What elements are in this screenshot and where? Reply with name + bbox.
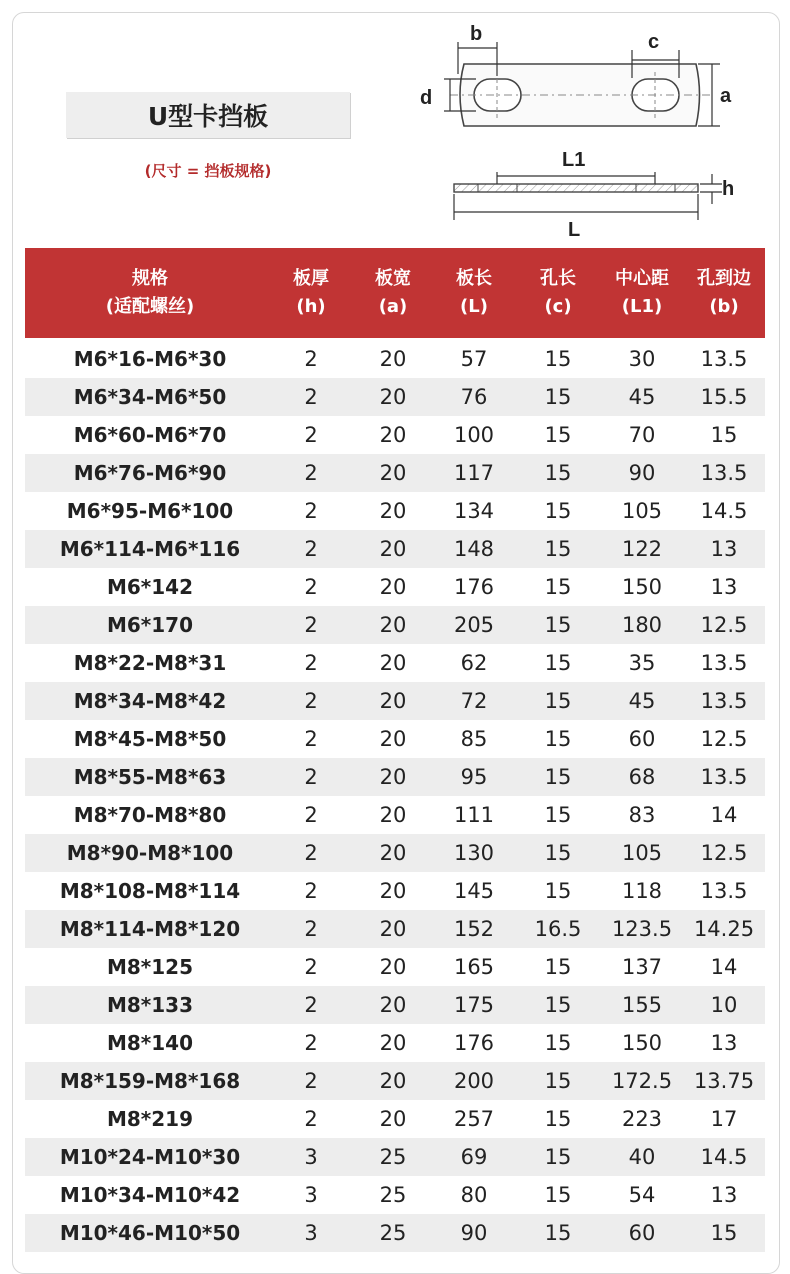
cell-thickness: 2 [304, 727, 318, 751]
cell-center-distance: 150 [621, 575, 663, 599]
cell-width: 20 [379, 879, 407, 903]
cell-spec: M6*142 [106, 575, 194, 599]
cell-slot-length: 15 [544, 1221, 572, 1245]
dim-L [454, 194, 698, 220]
cell-spec: M6*170 [106, 613, 194, 637]
cell-length: 257 [453, 1107, 495, 1131]
cell-width: 20 [379, 917, 407, 941]
cell-hole-to-edge: 14.25 [693, 917, 755, 941]
cell-hole-to-edge: 14.5 [700, 499, 748, 523]
cell-width: 20 [379, 689, 407, 713]
cell-length: 111 [453, 803, 495, 827]
cell-slot-length: 15 [544, 1069, 572, 1093]
cell-width: 25 [379, 1221, 407, 1245]
cell-slot-length: 15 [544, 385, 572, 409]
cell-width: 20 [379, 461, 407, 485]
cell-hole-to-edge: 12.5 [700, 613, 748, 637]
cell-hole-to-edge: 13.75 [693, 1069, 755, 1093]
header-width-unit: (a) [378, 296, 408, 317]
table-row [25, 720, 765, 758]
table-row [25, 682, 765, 720]
cell-slot-length: 15 [544, 423, 572, 447]
cell-hole-to-edge: 13.5 [700, 765, 748, 789]
cell-spec: M6*95-M6*100 [66, 499, 234, 523]
cell-slot-length: 15 [544, 1031, 572, 1055]
cell-center-distance: 105 [621, 499, 663, 523]
cell-center-distance: 45 [628, 689, 656, 713]
table-row [25, 606, 765, 644]
cell-slot-length: 15 [544, 537, 572, 561]
cell-thickness: 2 [304, 537, 318, 561]
label-b: b [470, 23, 483, 45]
cell-slot-length: 15 [544, 651, 572, 675]
cell-thickness: 2 [304, 841, 318, 865]
header-slot-length-label: 孔长 [540, 268, 576, 289]
table-row [25, 834, 765, 872]
cell-thickness: 2 [304, 765, 318, 789]
cell-center-distance: 172.5 [611, 1069, 673, 1093]
cell-length: 72 [460, 689, 488, 713]
header-thickness-label: 板厚 [293, 268, 329, 289]
cell-slot-length: 15 [544, 347, 572, 371]
cell-hole-to-edge: 15 [710, 1221, 738, 1245]
table-row [25, 872, 765, 910]
cell-spec: M8*90-M8*100 [66, 841, 234, 865]
cell-length: 145 [453, 879, 495, 903]
header-spec-label: 规格 [132, 268, 168, 289]
table-row [25, 568, 765, 606]
dim-L1 [497, 172, 655, 184]
table-row [25, 644, 765, 682]
cell-center-distance: 123.5 [611, 917, 673, 941]
cell-spec: M6*16-M6*30 [73, 347, 227, 371]
cell-hole-to-edge: 13 [710, 537, 738, 561]
table-row [25, 340, 765, 378]
plate-side-view [454, 184, 698, 192]
cell-slot-length: 15 [544, 499, 572, 523]
cell-center-distance: 118 [621, 879, 663, 903]
cell-length: 100 [453, 423, 495, 447]
cell-thickness: 2 [304, 689, 318, 713]
cell-center-distance: 68 [628, 765, 656, 789]
cell-spec: M8*34-M8*42 [73, 689, 227, 713]
cell-width: 20 [379, 575, 407, 599]
cell-length: 148 [453, 537, 495, 561]
cell-thickness: 2 [304, 423, 318, 447]
table-row [25, 416, 765, 454]
cell-thickness: 2 [304, 461, 318, 485]
header-width [353, 248, 433, 338]
cell-width: 20 [379, 1031, 407, 1055]
cell-length: 76 [460, 385, 488, 409]
cell-hole-to-edge: 13 [710, 1031, 738, 1055]
cell-length: 90 [460, 1221, 488, 1245]
cell-slot-length: 15 [544, 955, 572, 979]
table-row [25, 1062, 765, 1100]
cell-thickness: 2 [304, 385, 318, 409]
header-slot-length-unit: (c) [544, 296, 572, 317]
cell-length: 95 [460, 765, 488, 789]
cell-width: 20 [379, 537, 407, 561]
cell-hole-to-edge: 14 [710, 803, 738, 827]
cell-spec: M8*108-M8*114 [59, 879, 241, 903]
header-hole-to-edge-unit: (b) [709, 296, 739, 317]
cell-thickness: 2 [304, 651, 318, 675]
cell-thickness: 2 [304, 879, 318, 903]
cell-center-distance: 137 [621, 955, 663, 979]
cell-width: 20 [379, 1107, 407, 1131]
cell-slot-length: 15 [544, 1183, 572, 1207]
cell-length: 134 [453, 499, 495, 523]
table-row [25, 492, 765, 530]
cell-width: 20 [379, 499, 407, 523]
cell-center-distance: 60 [628, 727, 656, 751]
cell-spec: M6*60-M6*70 [73, 423, 227, 447]
cell-thickness: 2 [304, 1107, 318, 1131]
cell-center-distance: 70 [628, 423, 656, 447]
table-row [25, 986, 765, 1024]
cell-width: 20 [379, 727, 407, 751]
cell-spec: M8*140 [106, 1031, 194, 1055]
cell-thickness: 3 [304, 1221, 318, 1245]
cell-center-distance: 54 [628, 1183, 656, 1207]
cell-slot-length: 15 [544, 689, 572, 713]
cell-center-distance: 30 [628, 347, 656, 371]
header-width-label: 板宽 [375, 268, 411, 289]
cell-spec: M8*45-M8*50 [73, 727, 227, 751]
cell-length: 152 [453, 917, 495, 941]
table-row [25, 910, 765, 948]
cell-slot-length: 15 [544, 879, 572, 903]
header-slot-length [515, 248, 601, 338]
table-row [25, 1214, 765, 1252]
header-spec-unit: (适配螺丝) [105, 296, 195, 317]
cell-thickness: 2 [304, 1031, 318, 1055]
table-header [25, 248, 765, 338]
cell-spec: M8*22-M8*31 [73, 651, 227, 675]
cell-spec: M8*133 [106, 993, 194, 1017]
cell-width: 20 [379, 993, 407, 1017]
table-row [25, 454, 765, 492]
table-row [25, 1138, 765, 1176]
label-d: d [420, 87, 433, 109]
cell-slot-length: 15 [544, 765, 572, 789]
cell-slot-length: 15 [544, 613, 572, 637]
cell-slot-length: 15 [544, 993, 572, 1017]
cell-width: 25 [379, 1145, 407, 1169]
cell-center-distance: 155 [621, 993, 663, 1017]
table-row [25, 530, 765, 568]
label-a: a [720, 85, 732, 107]
cell-length: 130 [453, 841, 495, 865]
table-row [25, 1100, 765, 1138]
cell-hole-to-edge: 13.5 [700, 461, 748, 485]
cell-thickness: 2 [304, 993, 318, 1017]
cell-hole-to-edge: 13 [710, 1183, 738, 1207]
cell-width: 20 [379, 955, 407, 979]
cell-spec: M6*76-M6*90 [73, 461, 227, 485]
cell-thickness: 3 [304, 1145, 318, 1169]
header-length-label: 板长 [456, 268, 492, 289]
cell-width: 20 [379, 841, 407, 865]
label-h: h [722, 178, 735, 200]
cell-hole-to-edge: 13.5 [700, 879, 748, 903]
cell-hole-to-edge: 14 [710, 955, 738, 979]
label-L: L [568, 219, 581, 241]
cell-spec: M8*159-M8*168 [59, 1069, 241, 1093]
cell-length: 85 [460, 727, 488, 751]
cell-slot-length: 15 [544, 1145, 572, 1169]
cell-hole-to-edge: 12.5 [700, 727, 748, 751]
header-thickness-unit: (h) [296, 296, 326, 317]
cell-hole-to-edge: 13.5 [700, 689, 748, 713]
header-thickness [275, 248, 347, 338]
cell-slot-length: 15 [544, 803, 572, 827]
cell-spec: M10*46-M10*50 [59, 1221, 241, 1245]
plate-top-view [450, 64, 710, 126]
cell-length: 205 [453, 613, 495, 637]
header-length-unit: (L) [460, 296, 488, 317]
cell-slot-length: 15 [544, 1107, 572, 1131]
cell-center-distance: 150 [621, 1031, 663, 1055]
header-length [433, 248, 515, 338]
cell-slot-length: 15 [544, 575, 572, 599]
header-hole-to-edge-label: 孔到边 [697, 268, 751, 289]
cell-center-distance: 83 [628, 803, 656, 827]
cell-length: 69 [460, 1145, 488, 1169]
cell-width: 20 [379, 765, 407, 789]
cell-spec: M8*114-M8*120 [59, 917, 241, 941]
cell-thickness: 2 [304, 917, 318, 941]
header-hole-to-edge [683, 248, 765, 338]
cell-hole-to-edge: 12.5 [700, 841, 748, 865]
table-row [25, 1176, 765, 1214]
cell-center-distance: 122 [621, 537, 663, 561]
cell-thickness: 2 [304, 803, 318, 827]
cell-center-distance: 60 [628, 1221, 656, 1245]
cell-width: 20 [379, 385, 407, 409]
cell-hole-to-edge: 13.5 [700, 347, 748, 371]
cell-thickness: 2 [304, 955, 318, 979]
cell-spec: M10*24-M10*30 [59, 1145, 241, 1169]
cell-thickness: 2 [304, 347, 318, 371]
cell-hole-to-edge: 10 [710, 993, 738, 1017]
cell-length: 62 [460, 651, 488, 675]
cell-length: 176 [453, 1031, 495, 1055]
cell-thickness: 2 [304, 499, 318, 523]
cell-hole-to-edge: 17 [710, 1107, 738, 1131]
cell-center-distance: 180 [621, 613, 663, 637]
cell-hole-to-edge: 14.5 [700, 1145, 748, 1169]
cell-thickness: 2 [304, 613, 318, 637]
cell-width: 25 [379, 1183, 407, 1207]
cell-center-distance: 40 [628, 1145, 656, 1169]
cell-spec: M8*219 [106, 1107, 194, 1131]
cell-width: 20 [379, 1069, 407, 1093]
cell-thickness: 3 [304, 1183, 318, 1207]
label-L1: L1 [562, 149, 586, 171]
cell-width: 20 [379, 423, 407, 447]
cell-hole-to-edge: 15 [710, 423, 738, 447]
cell-hole-to-edge: 13 [710, 575, 738, 599]
cell-thickness: 2 [304, 575, 318, 599]
table-row [25, 378, 765, 416]
header-center-distance-label: 中心距 [615, 268, 669, 289]
header-center-distance-unit: (L1) [621, 296, 663, 317]
cell-hole-to-edge: 15.5 [700, 385, 748, 409]
cell-center-distance: 105 [621, 841, 663, 865]
table-row [25, 1024, 765, 1062]
header-spec [25, 248, 275, 338]
dimension-diagram [410, 14, 780, 246]
cell-spec: M6*34-M6*50 [73, 385, 227, 409]
table-row [25, 758, 765, 796]
cell-spec: M8*125 [106, 955, 194, 979]
cell-spec: M10*34-M10*42 [59, 1183, 241, 1207]
cell-length: 117 [453, 461, 495, 485]
cell-center-distance: 45 [628, 385, 656, 409]
cell-length: 200 [453, 1069, 495, 1093]
cell-spec: M8*55-M8*63 [73, 765, 227, 789]
cell-spec: M6*114-M6*116 [59, 537, 241, 561]
cell-length: 165 [453, 955, 495, 979]
page-subtitle: (尺寸 = 挡板规格) [144, 162, 272, 180]
cell-width: 20 [379, 651, 407, 675]
cell-slot-length: 16.5 [534, 917, 582, 941]
cell-center-distance: 223 [621, 1107, 663, 1131]
cell-thickness: 2 [304, 1069, 318, 1093]
cell-length: 175 [453, 993, 495, 1017]
cell-slot-length: 15 [544, 841, 572, 865]
cell-width: 20 [379, 613, 407, 637]
header-center-distance [601, 248, 683, 338]
cell-spec: M8*70-M8*80 [73, 803, 227, 827]
cell-width: 20 [379, 347, 407, 371]
table-row [25, 796, 765, 834]
cell-center-distance: 90 [628, 461, 656, 485]
cell-hole-to-edge: 13.5 [700, 651, 748, 675]
cell-length: 80 [460, 1183, 488, 1207]
cell-slot-length: 15 [544, 461, 572, 485]
cell-length: 57 [460, 347, 488, 371]
dim-h [700, 174, 722, 204]
cell-slot-length: 15 [544, 727, 572, 751]
cell-width: 20 [379, 803, 407, 827]
label-c: c [648, 31, 660, 53]
table-row [25, 948, 765, 986]
cell-length: 176 [453, 575, 495, 599]
page-title: U型卡挡板 [66, 92, 350, 138]
cell-center-distance: 35 [628, 651, 656, 675]
